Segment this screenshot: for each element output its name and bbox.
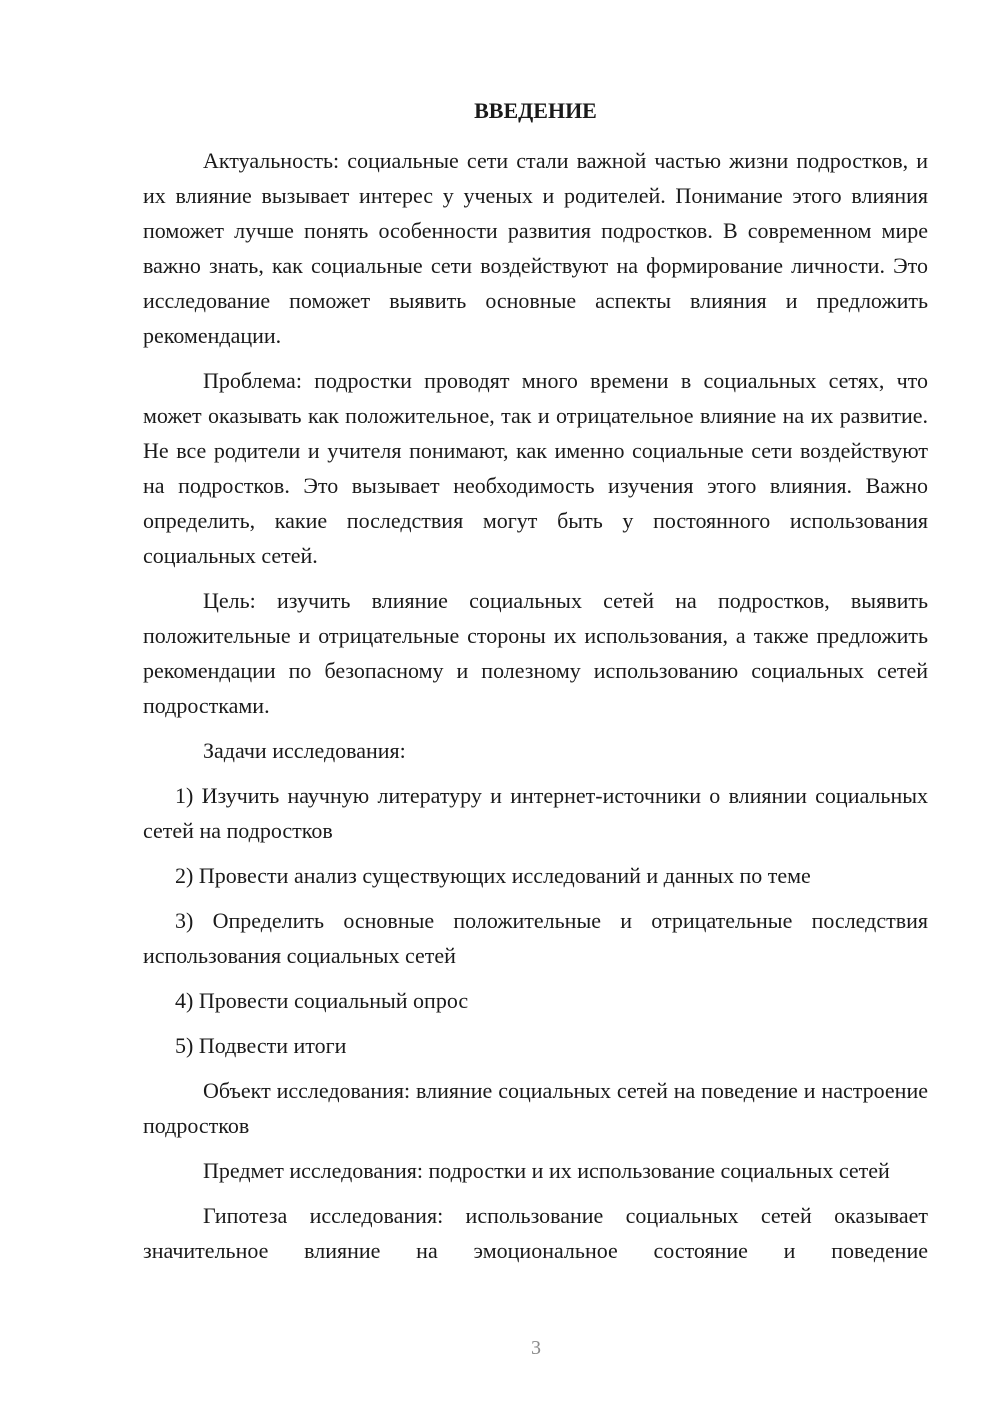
page-number: 3 [531,1337,541,1359]
section-title: ВВЕДЕНИЕ [474,98,597,123]
body-text [143,143,928,1268]
list-item: 3) Определить основные положительные и отрицательные последствия использования социальных сетей [143,908,928,968]
paragraph-tasks-heading: Задачи исследования: [203,738,406,763]
paragraph-goal: Цель: изучить влияние социальных сетей на подростков, выявить положительные и отрицательные стороны их использования, а также предложить рекомендации по безопасному и полезному использованию социальных сетей подростками. [143,588,928,718]
paragraph-problem: Проблема: подростки проводят много времени в социальных сетях, что может оказывать как положительное, так и отрицательное влияние на их развитие. Не все родители и учителя понимают, как именно социальные сети воздействуют на подростков. Это вызывает необходимость изучения этого влияния. Важно определить, какие последствия могут быть у постоянного использования социальных сетей. [143,368,928,568]
paragraph-object: Объект исследования: влияние социальных сетей на поведение и настроение подростков [143,1078,928,1138]
paragraph-hypothesis: Гипотеза исследования: использование социальных сетей оказывает значительное влияние на эмоциональное состояние и поведение [143,1203,928,1263]
list-item: 5) Подвести итоги [175,1033,347,1058]
paragraph-subject: Предмет исследования: подростки и их использование социальных сетей [203,1158,890,1183]
list-item: 4) Провести социальный опрос [175,988,469,1013]
list-item: 1) Изучить научную литературу и интернет-источники о влиянии социальных сетей на подростков [143,783,928,843]
paragraph-relevance: Актуальность: социальные сети стали важной частью жизни подростков, и их влияние вызывает интерес у ученых и родителей. Понимание этого влияния поможет лучше понять особенности развития подростков. В современном мире важно знать, как социальные сети воздействуют на формирование личности. Это исследование поможет выявить основные аспекты влияния и предложить рекомендации. [143,148,928,348]
list-item: 2) Провести анализ существующих исследований и данных по теме [175,863,811,888]
